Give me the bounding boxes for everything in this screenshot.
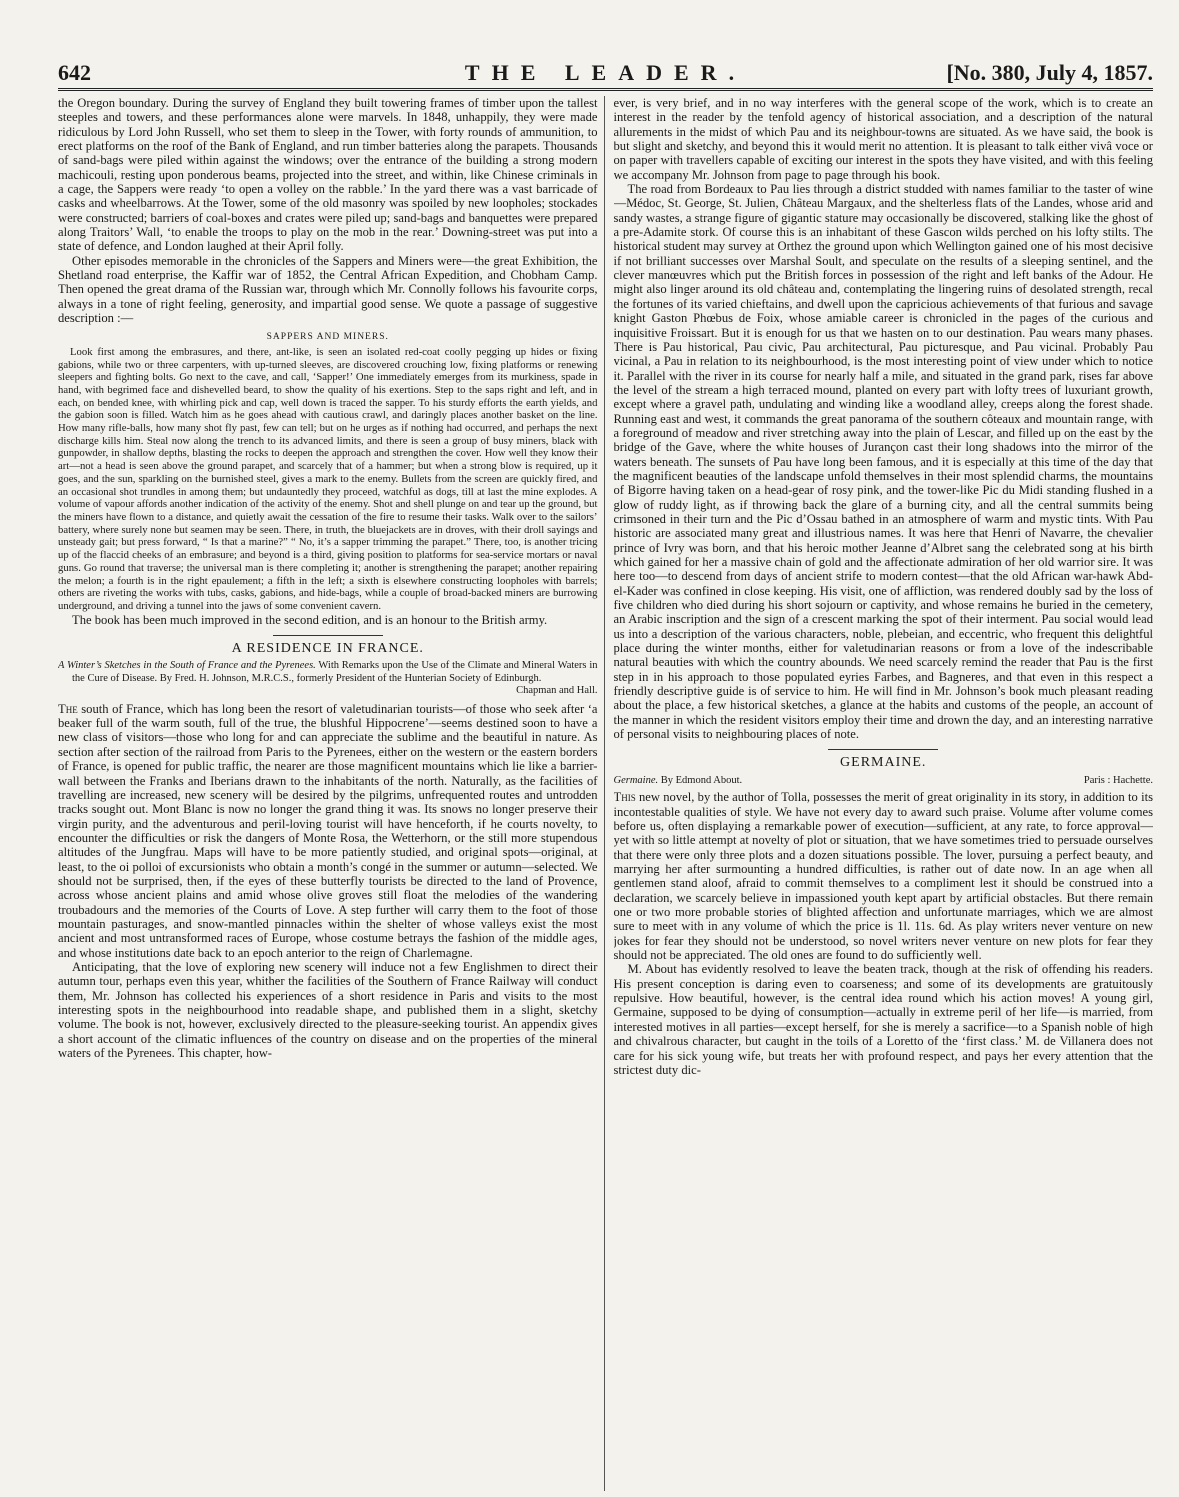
page-number: 642: [58, 60, 91, 85]
review-heading: A RESIDENCE IN FRANCE.: [231, 640, 424, 656]
paragraph: Other episodes memorable in the chronicles of the Sappers and Miners were—the great Exhibition, the Shetland road enterprise, the Kaffir war of 1852, the Central African Expedition, and Chobham Camp. Then opened the great drama of the Russian war, through which Mr. Connolly follows his favourite corps, always in a tone of right feeling, generosity, and impartial good sense. We quote a passage of suggestive description :—: [58, 253, 598, 326]
paragraph: The road from Bordeaux to Pau lies through a district studded with names familiar to the taster of wine—Médoc, St. George, St. Julien, Château Margaux, and the shelterless flats of the Landes, whose arid and sandy wastes, a strange figure of gigantic stature may occasionally be discovered, stalking like the ghost of a pre-Adamite stork. Of course this is an inhabitant of these Gascon wilds perched on his lofty stilts. The historical student may survey at Orthez the ground upon which Wellington gained one of his most decisive if not brilliant successes over Marshal Soult, and speculate on the results of a sleeping sentinel, and the clever manœuvres which put the British forces in possession of the right and left banks of the Adour. He might also linger around its old château and, contemplating the lingering ruins of desolated strength, recal the fortunes of its varied chieftains, and dwell upon the capricious achievements of that furious and savage knight Gaston Phœbus de Foix, whose amiable career is chronicled in the pages of the curious and inquisitive Froissart. But it is enough for us that we hasten on to our destination. Pau wears many phases. There is Pau historical, Pau civic, Pau architectural, Pau picturesque, and Pau vicinal. Probably Pau vicinal, a Pau in relation to its neighbourhood, is the most interesting point of view under which to notice it. Parallel with the river in its course for nearly half a mile, and situated in the grand park, rises far above the level of the stream a high terraced mound, planted on every part with lofty trees of luxuriant growth, except where a gravel path, undulating and winding like a woodland alley, creeps along the forest shade. Running east and west, it commands the great panorama of the southern côteaux and mountain range, with a foreground of meadow and river stretching away into the plain of Lescar, and filled up on the east by the bridge of the Gave, where the white houses of Jurançon cast their long shadows into the mirror of the waters beneath. The sunsets of Pau have long been famous, and it is especially at this time of the day that the magnificent beauties of the landscape unfold themselves in their most splendid charms, the mountains of Bigorre having taken on a head-gear of rosy pink, and the tower-like Pic du Midi standing flushed in a glow of ruddy light, as if throwing back the glare of a burning city, and all the central summits being crimsoned in their turn and the Pic d’Ossau bathed in an atmosphere of warm and mystic tints. With Pau historic are associated many great and illustrious names. It was here that Henri of Navarre, the chevalier prince of Ivry was born, and that his heroic mother Jeanne d’Albret sang the celebrated song at his birth which gained for her a massive chain of gold and the affectionate admiration of her old warrior sire. It was here too—to descend from days of ancient strife to modern contest—that the old African war-hawk Abd-el-Kader was confined in close keeping. His visit, one of affliction, was rendered doubly sad by the loss of five children who died during his short sojourn or captivity, and whose remains he buried in the cemetery, an Arabic inscription and the sign of a crescent marking the spot of their interment. Pau social would lead us into a description of the various characters, noble, plebeian, and eccentric, who frequent this delightful place during the winter months, either for valetudinarian reasons or from a love of the indescribable natural beauties with which the country abounds. We need scarcely remind the reader that Pau is the first step in in his approach to those populated eyries Farbes, and Bagneres, and that even in this respect a friendly descriptive guide is of service to him. He will find in Mr. Johnson’s book much pleasant reading about the place, a few historical sketches, a glance at the habits and customs of the people, an account of the manner in which the resident visitors employ their time and drown the day, and an interesting narrative of personal visits to neighbouring places of note.: [613, 182, 1153, 742]
masthead: [58, 58, 1153, 91]
paragraph: Anticipating, that the love of exploring new scenery will induce not a few Englishmen to direct their autumn tour, perhaps even this year, whither the facilities of the Southern of France Railway will conduct them, Mr. Johnson has collected his experiences of a short residence in Paris and visits to the most interesting spots in the neighbourhood into readable shape, and published them in a slight, sketchy volume. The book is not, however, exclusively directed to the pleasure-seeking tourist. An appendix gives a short account of the climatic influences of the country on disease and on the properties of the mineral waters of the Pyrenees. This chapter, how-: [58, 959, 598, 1061]
column-right: [614, 96, 1154, 1491]
book-citation-left: [614, 775, 743, 788]
columns: [58, 96, 1153, 1491]
book-title: Germaine.: [613, 774, 659, 786]
paragraph: [58, 702, 598, 960]
divider: [828, 749, 938, 750]
review-heading: GERMAINE.: [840, 755, 927, 771]
paragraph: M. About has evidently resolved to leave the beaten track, though at the risk of offending his readers. His present conception is daring even to coarseness; and some of its developments are gratuitously repulsive. How beautiful, however, is the central idea round which his action moves! A young girl, Germaine, supposed to be dying of consumption—actually in extreme peril of her life—is married, from interested motives in all parties—except herself, for she is merely a sacrifice—to a Spanish noble of high and chivalrous character, but caught in the toils of a Loretto of the ‘first class.’ M. de Villanera does not care for his sick young wife, but treats her with profound respect, and pays her every attention that the strictest duty dic-: [613, 962, 1153, 1077]
paragraph: ever, is very brief, and in no way interferes with the general scope of the work, which is to create an interest in the reader by the tenfold agency of historical association, and a description of the natural allurements in the midst of which Pau and its neighbour-towns are situated. As we have said, the book is but slight and sketchy, and beyond this it would merit no attention. It is pleasant to talk either vivâ voce or on paper with travellers capable of exciting our interest in the spots they have visited, and with this feeling we accompany Mr. Johnson from page to page through his book.: [613, 96, 1153, 182]
publisher: Paris : Hachette.: [1083, 774, 1153, 786]
book-citation: [58, 660, 598, 685]
paragraph: [614, 790, 1154, 962]
extract: [58, 346, 598, 613]
lead-word: The: [58, 701, 78, 716]
newspaper-title: THE LEADER.: [464, 60, 747, 85]
column-rule: [604, 96, 608, 1491]
column-left: [58, 96, 598, 1491]
paragraph-text: south of France, which has long been the resort of valetudinarian tourists—of those who seek after ‘a beaker full of the warm south, full of the true, the blushful Hippocrene’—seems destined soon to have a new class of visitors—those who long for and can appreciate the sublime and the beautiful in nature. As section after section of the railroad from Paris to the Pyrenees, either on the western or the eastern borders of France, is opened for public traffic, the nearer are those magnificent mountains which lie like a barrier-wall between the Franks and Iberians drawn to the inhabitants of the north. Naturally, as the facilities of travelling are increased, new scenery will be desired by the pilgrims, unfrequented routes and untrodden tracks sought out. Mont Blanc is now no longer the grand thing it was. Its snows no longer preserve their virgin purity, and the adventurous and peril-loving tourist will have henceforth, if he courts novelty, to encounter the difficulties or risk the dangers of Monte Rosa, the Wetterhorn, or the still more stupendous altitudes of the Jungfrau. Maps will have to be more patiently studied, and original spots—original, at least, to the oi polloi of excursionists who obtain a month’s congé in the summer or autumn—selected. We should not be surprised, then, if the eyes of these butterfly tourists be directed to the land of Provence, across whose ancient plains and amid whose olive groves still float the melodies of the wandering troubadours and the memories of the Courts of Love. A step further will carry them to the foot of those mountain pasturages, and snow-mantled pinnacles within the shelter of whose valleys exist the most ancient and most untransformed races of Europe, whose costume betrays the fashion of the middle ages, and whose institutions date back to an epoch anterior to the reign of Charlemagne.: [58, 701, 598, 960]
publisher: Chapman and Hall.: [516, 685, 598, 697]
issue-info: [No. 380, July 4, 1857.: [946, 60, 1153, 85]
book-description: With Remarks upon the Use of the Climate and Mineral Waters in the Cure of Disease. By Fred. H. Johnson, M.R.C.S., formerly President of the Hunterian Society of Edinburgh.: [72, 660, 598, 684]
extract-heading: SAPPERS AND MINERS.: [266, 331, 389, 342]
divider: [273, 635, 383, 636]
lead-word: This: [613, 790, 636, 805]
paragraph: The book has been much improved in the second edition, and is an honour to the British army.: [72, 612, 548, 627]
book-author: By Edmond About.: [660, 774, 743, 786]
book-title: A Winter’s Sketches in the South of France and the Pyrenees.: [58, 660, 316, 672]
paragraph: the Oregon boundary. During the survey of England they built towering frames of timber upon the tallest steeples and towers, and these performances alone were marvels. In 1848, unhappily, they were made ridiculous by Lord John Russell, who set them to sleep in the Tower, with forty rounds of ammunition, to erect platforms on the roof of the Bank of England, and run timber batteries along the parapets. Thousands of sand-bags were piled within against the windows; over the entrance of the building a strong modern machicouli, resting upon ponderous beams, projected into the street, and within, like Chinese criminals in a cage, the Sappers were ready ‘to open a volley on the rabble.’ In the yard there was a vast barricade of casks and wheelbarrows. At the Tower, some of the old masonry was spoiled by new loopholes; stockades were constructed; barriers of coal-boxes and crates were piled up; sand-bags and banquettes were prepared along Traitors’ Wall, ‘to enable the troops to play on the mob in the rear.’ Downing-street was put into a state of defence, and London laughed at their April folly.: [58, 96, 598, 254]
extract-text: Look first among the embrasures, and there, ant-like, is seen an isolated red-coat coolly pegging up hides or fixing gabions, while two or three carpenters, with up-turned sleeves, are discovered crouching low, fixing platforms or renewing sleepers and fighting bolts. Go next to the cave, and call, ‘Sapper!’ One immediately emerges from its murkiness, spade in hand, with begrimed face and dishevelled beard, to show the quality of his exertions. Step to the saps right and left, and in each, on bended knee, with whirling pick and cap, well down is traced the sapper. To his sturdy efforts the earth yields, and the gabion soon is filled. Watch him as he goes ahead with cautious crawl, and daringly places another basket on the line. How many rifle-balls, how many shot fly past, few can tell; but on he urges as if nothing had occurred, and perhaps the next discharge kills him. Steal now along the trench to its advanced limits, and there is seen a group of busy miners, black with gunpowder, in shallow depths, blasting the rocks to deepen the approach and strengthen the cover. How well they know their art—not a head is seen above the ground parapet, and scarcely that of a hammer; but when a strong blow is required, up it goes, and the sun, sparkling on the burnished steel, gives a mark to the enemy. Bullets from the screen are quickly fired, and an occasional shot trundles in among them; but undauntedly they proceed, watchful as dogs, till at last the mine explodes. A volume of vapour affords another indication of the activity of the enemy. Shot and shell plunge on and tear up the ground, but the miners have flown to a distance, and quietly await the cessation of the fire to resume their tasks. Walk over to the sailors’ battery, where surely none but seamen may be seen. There, in truth, the bluejackets are in droves, with their droll sayings and unsteady gait; but press forward, “ Is that a marine?” “ No, it’s a sapper trimming the parapet.” There, too, is another tricing up of the flaccid cheeks of an embrasure; and beyond is a third, giving position to platforms for sea-service mortars or naval guns. Go round that traverse; the universal man is there completing it; another is strengthening the parapet; another repairing the melon; a fourth is in the right epaulement; a fifth in the left; a sixth is elsewhere constructing loopholes with barrels; others are riveting the works with tubs, casks, gabions, and hide-bags, while a couple of broad-backed miners are burrowing underground, and driving a tunnel into the jaws of some convenient cavern.: [58, 345, 598, 612]
paragraph-text: new novel, by the author of Tolla, possesses the merit of great originality in its story, in addition to its incontestable qualities of style. We have not every day to award such praise. Volume after volume comes before us, often displaying a remarkable power of execution—sufficient, at any rate, to force approval—yet with so little attempt at novelty of plot or situation, that we have sometimes tried to persuade ourselves that there were only three plots and a dozen situations possible. The lover, pursuing a perfect beauty, and marrying her after surmounting a hundred difficulties, is rather out of date now. In an age when all gentlemen stand aloof, afraid to commit themselves to a compliment lest it should be construed into a declaration, we scarcely believe in impassioned youth kept apart by artificial obstacles. But there remain one or two more probable stories of blighted affection and unfortunate marriages, which we are almost sure to meet with in any volume of which the price is 1l. 11s. 6d. As play writers never venture on new jokes for fear they should not be understood, so novel writers never venture on new plots for fear they should not be appreciated. The old ones are found to do sufficiently well.: [613, 790, 1153, 963]
book-citation: [614, 775, 1154, 788]
